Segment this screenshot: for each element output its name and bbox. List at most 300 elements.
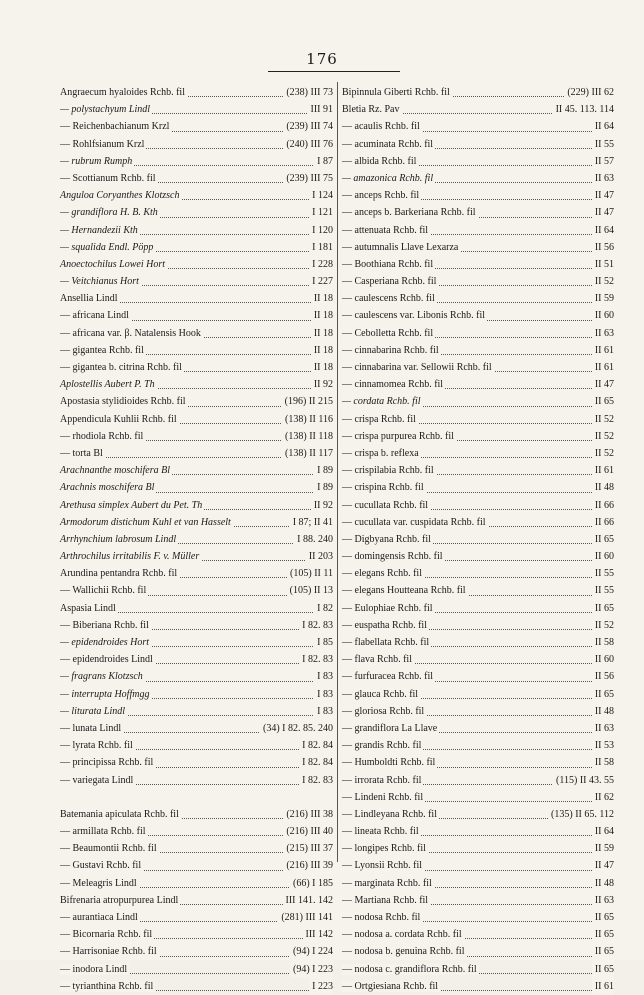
index-entry [60, 686, 333, 703]
entry-name: — cucullata Rchb. fil [342, 499, 429, 511]
entry-name: — gigantea Rchb. fil [60, 344, 144, 356]
index-entry [60, 359, 333, 376]
entry-name: Batemania apiculata Rchb. fil [60, 808, 179, 820]
entry-reference: II 61 [592, 359, 614, 376]
entry-name: — crispilabia Rchb. fil [342, 465, 434, 477]
entry-name: — polystachyum Lindl [60, 104, 150, 116]
index-entry [342, 634, 614, 651]
entry-name: — rubrum Rumph [60, 155, 133, 167]
entry-name: — glauca Rchb. fil [342, 688, 419, 700]
index-entry [342, 411, 614, 428]
index-entry [342, 978, 614, 995]
entry-name: Appendicula Kuhlii Rchb. fil [60, 413, 177, 425]
entry-reference: I 82. 83 [299, 617, 333, 634]
entry-name: — nodosa a. cordata Rchb. fil [342, 929, 462, 941]
index-entry [60, 153, 333, 170]
entry-reference: I 223 [309, 978, 333, 995]
entry-name: — Digbyana Rchb. fil [342, 533, 431, 545]
entry-reference: II 65 [592, 600, 614, 617]
index-entry [342, 651, 614, 668]
index-entry [342, 428, 614, 445]
entry-reference: (135) II 65. 112 [548, 806, 614, 823]
index-entry [60, 497, 333, 514]
entry-reference: II 64 [592, 118, 614, 135]
index-entry [342, 187, 614, 204]
entry-name: — interrupta Hoffmgg [60, 688, 150, 700]
entry-reference: III 91 [308, 101, 334, 118]
entry-reference: II 63 [592, 325, 614, 342]
index-entry [342, 892, 614, 909]
index-entry [60, 118, 333, 135]
index-entry [60, 600, 333, 617]
entry-name: — rhodiola Rchb. fil [60, 430, 144, 442]
index-entry [342, 840, 614, 857]
entry-reference: II 65 [592, 393, 614, 410]
index-entry [342, 84, 614, 101]
index-entry [60, 342, 333, 359]
index-entry [60, 307, 333, 324]
entry-reference: III 142 [303, 926, 334, 943]
entry-name: — liturata Lindl [60, 705, 126, 717]
index-entry [60, 840, 333, 857]
index-entry [342, 909, 614, 926]
index-entry [342, 376, 614, 393]
entry-reference: II 203 [306, 548, 333, 565]
entry-reference: (196) II 215 [282, 393, 333, 410]
entry-reference: (138) II 116 [282, 411, 333, 428]
index-entry [342, 668, 614, 685]
column-divider [337, 82, 338, 862]
index-entry [60, 531, 333, 548]
entry-reference: II 58 [592, 754, 614, 771]
entry-name: Arthrochilus irritabilis F. v. Müller [60, 551, 200, 563]
entry-name: Aplostellis Aubert P. Th [60, 379, 155, 391]
entry-reference: II 65 [592, 926, 614, 943]
entry-name: Arundina pentandra Rchb. fil [60, 568, 178, 580]
entry-name: — domingensis Rchb. fil [342, 551, 443, 563]
entry-reference: (115) II 43. 55 [553, 772, 614, 789]
entry-reference: II 53 [592, 737, 614, 754]
entry-name: — autumnalis Llave Lexarza [342, 241, 459, 253]
entry-name: — epidendroides Hort [60, 637, 150, 648]
entry-name: — Harrisoniae Rchb. fil [60, 946, 157, 958]
entry-name: Bletia Rz. Pav [342, 104, 400, 116]
index-entry [342, 445, 614, 462]
entry-reference: I 82. 84 [299, 737, 333, 754]
index-entry [60, 668, 333, 685]
entry-reference: I 83 [314, 703, 333, 720]
entry-reference: II 52 [592, 411, 614, 428]
entry-reference: II 48 [592, 479, 614, 496]
entry-reference: I 121 [309, 204, 333, 221]
entry-reference: I 87 [314, 153, 333, 170]
entry-reference: II 18 [311, 290, 333, 307]
entry-name: — Bicornaria Rchb. fil [60, 929, 153, 941]
entry-reference: I 82 [314, 600, 333, 617]
index-entry [60, 978, 333, 995]
entry-reference: I 87; II 41 [290, 514, 333, 531]
entry-name: — crispa b. reflexa [342, 447, 419, 459]
entry-name: — crispina Rchb. fil [342, 482, 424, 494]
entry-reference: II 56 [592, 668, 614, 685]
entry-name: — torta Bl [60, 447, 103, 459]
entry-reference: II 52 [592, 445, 614, 462]
entry-reference: II 62 [592, 789, 614, 806]
entry-reference: (94) I 224 [290, 943, 333, 960]
index-entry [342, 204, 614, 221]
entry-reference: I 228 [309, 256, 333, 273]
entry-name: — Veitchianus Hort [60, 276, 139, 288]
index-entry [342, 772, 614, 789]
index-entry [342, 342, 614, 359]
index-entry [60, 445, 333, 462]
entry-reference: II 18 [311, 342, 333, 359]
index-entry [342, 290, 614, 307]
entry-reference: I 181 [309, 239, 333, 256]
entry-reference: (34) I 82. 85. 240 [260, 720, 333, 737]
page-number: 176 [306, 50, 338, 68]
index-entry [60, 926, 333, 943]
index-entry [60, 273, 333, 290]
entry-name: — Eulophiae Rchb. fil [342, 602, 433, 614]
entry-name: Armodorum distichum Kuhl et van Hasselt [60, 516, 231, 528]
entry-name: Arachnis moschifera Bl [60, 482, 155, 494]
entry-reference: II 47 [592, 376, 614, 393]
entry-name: — longipes Rchb. fil [342, 843, 426, 855]
index-entry [342, 153, 614, 170]
index-entry [60, 256, 333, 273]
index-entry [60, 943, 333, 960]
index-entry [60, 376, 333, 393]
index-entry [342, 582, 614, 599]
entry-name: — furfuracea Rchb. fil [342, 671, 434, 683]
index-entry [342, 875, 614, 892]
entry-reference: I 227 [309, 273, 333, 290]
entry-reference: II 60 [592, 651, 614, 668]
entry-reference: II 66 [592, 497, 614, 514]
entry-name: — acaulis Rchb. fil [342, 121, 420, 133]
index-entry [342, 307, 614, 324]
entry-reference: II 47 [592, 204, 614, 221]
index-entry [60, 806, 333, 823]
index-entry [342, 703, 614, 720]
entry-name: — lunata Lindl [60, 722, 122, 734]
index-entry [60, 548, 333, 565]
entry-reference: (281) III 141 [278, 909, 333, 926]
entry-reference: II 55 [592, 565, 614, 582]
entry-reference: II 61 [592, 342, 614, 359]
entry-name: — lineata Rchb. fil [342, 826, 419, 838]
index-entry [342, 101, 614, 118]
entry-reference: II 58 [592, 634, 614, 651]
entry-name: — amazonica Rchb. fil [342, 172, 434, 184]
index-entry [342, 720, 614, 737]
entry-reference: (138) II 117 [282, 445, 333, 462]
index-entry [60, 290, 333, 307]
entry-name: — Cebolletta Rchb. fil [342, 327, 434, 339]
entry-reference: II 65 [592, 531, 614, 548]
index-entry [342, 548, 614, 565]
entry-name: Aspasia Lindl [60, 602, 116, 614]
index-entry [342, 325, 614, 342]
entry-reference: (105) II 11 [287, 565, 333, 582]
index-entry [60, 204, 333, 221]
entry-reference: III 141. 142 [283, 892, 334, 909]
entry-name: — euspatha Rchb. fil [342, 619, 427, 631]
entry-name: — Casperiana Rchb. fil [342, 276, 437, 288]
index-entry [342, 857, 614, 874]
index-entry [60, 428, 333, 445]
index-entry [60, 514, 333, 531]
index-entry [60, 634, 333, 651]
entry-name: — aurantiaca Lindl [60, 912, 138, 923]
entry-name: Arethusa simplex Aubert du Pet. Th [60, 499, 203, 511]
index-entry [60, 857, 333, 874]
entry-name: — flava Rchb. fil [342, 654, 412, 666]
entry-reference: II 61 [592, 978, 614, 995]
left-column [60, 84, 333, 995]
entry-reference: II 18 [311, 325, 333, 342]
entry-reference: I 89 [314, 462, 333, 479]
index-entry [60, 411, 333, 428]
index-entry [60, 239, 333, 256]
entry-name: — Reichenbachianum Krzl [60, 121, 170, 133]
entry-reference: I 82. 83 [299, 772, 333, 789]
entry-reference: II 63 [592, 170, 614, 187]
index-entry [342, 273, 614, 290]
index-entry [342, 926, 614, 943]
entry-reference: II 52 [592, 617, 614, 634]
entry-name: — cinnabarina Rchb. fil [342, 344, 439, 356]
entry-name: — Wallichii Rchb. fil [60, 585, 147, 597]
entry-name: — crispa Rchb. fil [342, 413, 416, 425]
entry-reference: (215) III 37 [283, 840, 333, 857]
entry-name: — elegans Rchb. fil [342, 568, 422, 580]
entry-reference: (239) III 75 [283, 170, 333, 187]
index-entry [342, 737, 614, 754]
entry-name: — nodosa c. grandiflora Rchb. fil [342, 963, 477, 975]
index-entry [342, 170, 614, 187]
entry-name: — Lindeni Rchb. fil [342, 791, 424, 803]
entry-reference: I 88. 240 [294, 531, 333, 548]
entry-reference: II 52 [592, 428, 614, 445]
entry-name: — Ortgiesiana Rchb. fil [342, 980, 439, 992]
entry-reference: II 57 [592, 153, 614, 170]
entry-reference: II 66 [592, 514, 614, 531]
index-entry [60, 84, 333, 101]
index-entry [60, 565, 333, 582]
entry-name: — flabellata Rchb. fil [342, 637, 430, 648]
index-entry [342, 256, 614, 273]
entry-reference: II 65 [592, 909, 614, 926]
index-entry [60, 222, 333, 239]
entry-name: — Beaumontii Rchb. fil [60, 843, 157, 855]
index-entry [342, 600, 614, 617]
entry-name: — Lindleyana Rchb. fil [342, 808, 437, 820]
entry-reference: II 60 [592, 307, 614, 324]
entry-name: — Rohlfsianum Krzl [60, 138, 145, 150]
entry-reference: II 64 [592, 222, 614, 239]
entry-reference: I 124 [309, 187, 333, 204]
index-entry [60, 136, 333, 153]
entry-reference: II 65 [592, 686, 614, 703]
entry-name: Bipinnula Giberti Rchb. fil [342, 87, 450, 98]
index-entry [342, 462, 614, 479]
entry-name: — Hernandezii Kth [60, 224, 138, 236]
right-column [342, 84, 614, 995]
entry-reference: (238) III 73 [283, 84, 333, 101]
entry-name: — acuminata Rchb. fil [342, 138, 434, 150]
entry-reference: II 47 [592, 187, 614, 204]
entry-reference: II 48 [592, 703, 614, 720]
entry-name: — anceps b. Barkeriana Rchb. fil [342, 207, 476, 219]
entry-name: — nodosa Rchb. fil [342, 912, 421, 923]
entry-reference: (216) III 38 [283, 806, 333, 823]
index-entry [342, 393, 614, 410]
entry-name: Anguloa Coryanthes Klotzsch [60, 190, 180, 202]
entry-reference: II 60 [592, 548, 614, 565]
entry-reference: II 55 [592, 136, 614, 153]
entry-name: — marginata Rchb. fil [342, 877, 432, 889]
entry-name: — nodosa b. genuina Rchb. fil [342, 946, 465, 958]
entry-reference: (239) III 74 [283, 118, 333, 135]
entry-reference: I 85 [314, 634, 333, 651]
index-entry [60, 875, 333, 892]
index-entry [342, 222, 614, 239]
index-entry [60, 582, 333, 599]
entry-reference: II 51 [592, 256, 614, 273]
entry-reference: II 45. 113. 114 [553, 101, 614, 118]
entry-name: — tyrianthina Rchb. fil [60, 980, 154, 992]
entry-name: Arachnanthe moschifera Bl [60, 465, 170, 477]
entry-reference: II 64 [592, 823, 614, 840]
index-entry [60, 754, 333, 771]
index-entry [60, 789, 333, 806]
index-entry [342, 136, 614, 153]
index-entry [60, 187, 333, 204]
index-entry [60, 393, 333, 410]
entry-name: — Lyonsii Rchb. fil [342, 860, 422, 872]
entry-name: — irrorata Rchb. fil [342, 774, 422, 786]
index-entry [342, 617, 614, 634]
entry-reference: II 55 [592, 582, 614, 599]
index-entry [60, 823, 333, 840]
index-entry [60, 703, 333, 720]
entry-reference: II 47 [592, 857, 614, 874]
entry-reference: (66) I 185 [290, 875, 333, 892]
index-entry [60, 772, 333, 789]
entry-name: — cinnabarina var. Sellowii Rchb. fil [342, 362, 492, 373]
entry-name: — cucullata var. cuspidata Rchb. fil [342, 516, 486, 528]
entry-name: — Scottianum Rchb. fil [60, 172, 156, 184]
index-entry [342, 754, 614, 771]
entry-reference: I 83 [314, 686, 333, 703]
entry-reference: I 82. 84 [299, 754, 333, 771]
index-entry [60, 961, 333, 978]
entry-reference: II 63 [592, 892, 614, 909]
entry-name: Arrhynchium labrosum Lindl [60, 533, 177, 545]
entry-name: — anceps Rchb. fil [342, 190, 420, 202]
entry-reference: II 52 [592, 273, 614, 290]
entry-reference: II 18 [311, 307, 333, 324]
index-entry [342, 961, 614, 978]
entry-name: — cordata Rchb. fil [342, 396, 421, 408]
index-entry [342, 806, 614, 823]
entry-name: — squalida Endl. Pöpp [60, 241, 154, 253]
entry-reference: II 48 [592, 875, 614, 892]
index-entry [342, 514, 614, 531]
entry-name: Apostasia stylidioides Rchb. fil [60, 396, 186, 408]
index-entry [342, 479, 614, 496]
entry-reference: I 82. 83 [299, 651, 333, 668]
entry-name: — attenuata Rchb. fil [342, 224, 429, 236]
index-entry [342, 531, 614, 548]
entry-name: — grandiflora H. B. Kth [60, 207, 158, 219]
entry-name: — principissa Rchb. fil [60, 757, 154, 769]
index-entry [60, 101, 333, 118]
entry-name: — gloriosa Rchb. fil [342, 705, 425, 717]
entry-reference: II 63 [592, 720, 614, 737]
index-entry [342, 565, 614, 582]
entry-reference: II 61 [592, 462, 614, 479]
entry-reference: (240) III 76 [283, 136, 333, 153]
entry-name: — Gustavi Rchb. fil [60, 860, 142, 872]
index-entry [342, 359, 614, 376]
entry-name: — crispa purpurea Rchb. fil [342, 430, 454, 442]
entry-name: — africana var. β. Natalensis Hook [60, 327, 201, 339]
entry-reference: (229) III 62 [564, 84, 614, 101]
entry-name: — africana Lindl [60, 310, 129, 322]
index-entry [342, 789, 614, 806]
index-entry [342, 823, 614, 840]
index-entry [60, 617, 333, 634]
entry-name: — armillata Rchb. fil [60, 826, 146, 838]
header-rule [268, 71, 400, 72]
index-entry [342, 118, 614, 135]
entry-reference: (216) III 40 [283, 823, 333, 840]
index-entry [60, 170, 333, 187]
index-entry [60, 720, 333, 737]
index-entry [60, 462, 333, 479]
entry-reference: I 89 [314, 479, 333, 496]
entry-reference: II 56 [592, 239, 614, 256]
entry-reference: I 83 [314, 668, 333, 685]
index-entry [342, 943, 614, 960]
entry-name: Angraecum hyaloides Rchb. fil [60, 87, 185, 98]
entry-name: Anoectochilus Lowei Hort [60, 258, 165, 270]
entry-reference: (216) III 39 [283, 857, 333, 874]
entry-name: Bifrenaria atropurpurea Lindl [60, 894, 179, 906]
index-entry [60, 325, 333, 342]
entry-name: — Humboldti Rchb. fil [342, 757, 436, 769]
index-entry [60, 737, 333, 754]
entry-name: — gigantea b. citrina Rchb. fil [60, 362, 182, 373]
index-entry [60, 651, 333, 668]
index-entry [342, 686, 614, 703]
entry-name: — epidendroides Lindl [60, 654, 153, 666]
entry-name: — lyrata Rchb. fil [60, 740, 133, 752]
entry-name: — elegans Houtteana Rchb. fil [342, 585, 466, 597]
entry-name: — caulescens var. Libonis Rchb. fil [342, 310, 486, 322]
entry-name: — grandis Rchb. fil [342, 740, 422, 752]
entry-reference: I 120 [309, 222, 333, 239]
index-entry [60, 892, 333, 909]
entry-reference: II 65 [592, 943, 614, 960]
entry-name: — albida Rchb. fil [342, 155, 417, 167]
entry-name: — caulescens Rchb. fil [342, 293, 435, 305]
entry-reference: II 92 [311, 376, 333, 393]
entry-name: — variegata Lindl [60, 774, 134, 786]
